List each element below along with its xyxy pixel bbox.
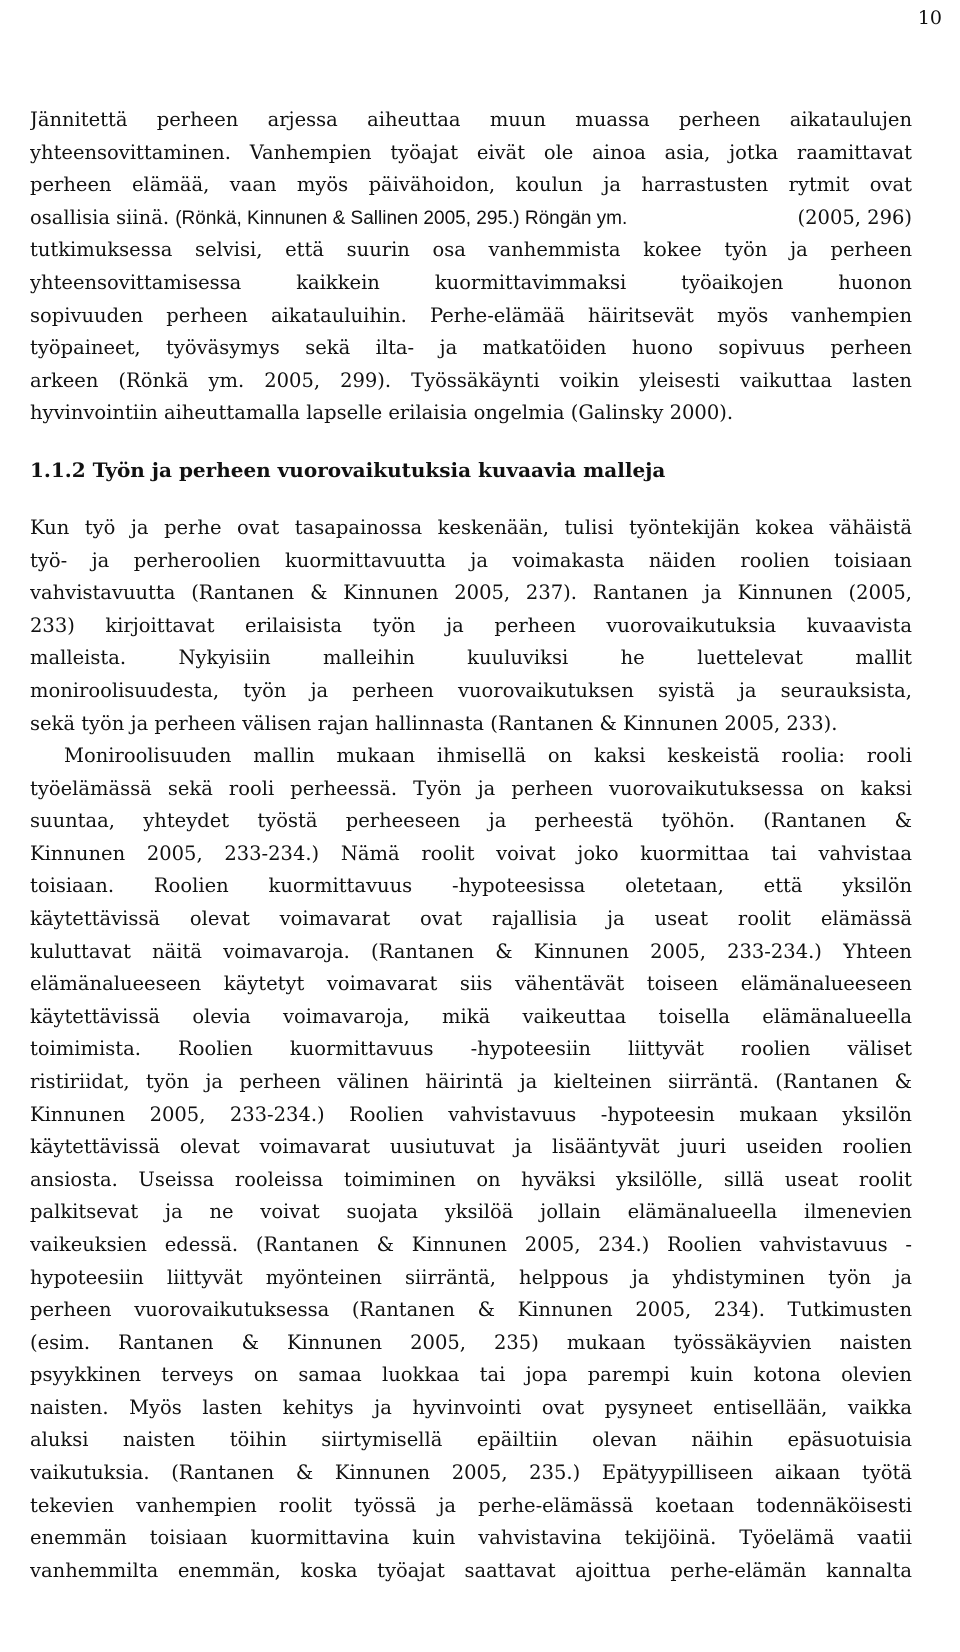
paragraph-line: (esim. Rantanen & Kinnunen 2005, 235) mukaan työssäkäyvien naisten	[30, 1330, 912, 1354]
line-fragment: (2005, 296)	[797, 205, 912, 229]
paragraph-line: käytettävissä olevat voimavarat ovat rajallisia ja useat roolit elämässä	[30, 906, 912, 930]
paragraph-2	[30, 512, 912, 740]
paragraph-line: yhteensovittaminen. Vanhempien työajat eivät ole ainoa asia, jotka raamittavat	[30, 140, 912, 164]
paragraph-line: työ- ja perheroolien kuormittavuutta ja voimakasta näiden roolien toisiaan	[30, 548, 912, 572]
paragraph-line: enemmän toisiaan kuormittavina kuin vahvistavina tekijöinä. Työelämä vaatii	[30, 1526, 912, 1550]
paragraph-line: yhteensovittamisessa kaikkein kuormittavimmaksi työaikojen huonon	[30, 270, 912, 294]
paragraph-line: toisiaan. Roolien kuormittavuus -hypoteesissa oletetaan, että yksilön	[30, 874, 912, 898]
paragraph-line: suuntaa, yhteydet työstä perheeseen ja perheestä työhön. (Rantanen &	[30, 809, 912, 833]
paragraph-line: työelämässä sekä rooli perheessä. Työn ja perheen vuorovaikutuksessa on kaksi	[30, 776, 912, 800]
paragraph-line: Jännitettä perheen arjessa aiheuttaa muun muassa perheen aikataulujen	[30, 108, 912, 131]
paragraph-line: Kinnunen 2005, 233-234.) Nämä roolit voivat joko kuormittaa tai vahvistaa	[30, 841, 912, 865]
paragraph-line: hyvinvointiin aiheuttamalla lapselle erilaisia ongelmia (Galinsky 2000).	[30, 401, 734, 425]
paragraph-line: naisten. Myös lasten kehitys ja hyvinvointi ovat pysyneet entisellään, vaikka	[30, 1395, 912, 1419]
paragraph-line: perheen elämää, vaan myös päivähoidon, koulun ja harrastusten rytmit ovat	[30, 173, 912, 197]
paragraph-line: arkeen (Rönkä ym. 2005, 299). Työssäkäynti voikin yleisesti vaikuttaa lasten	[30, 368, 912, 392]
paragraph-line: moniroolisuudesta, työn ja perheen vuorovaikutuksen syistä ja seurauksista,	[30, 678, 912, 702]
paragraph-line: Moniroolisuuden mallin mukaan ihmisellä on kaksi keskeistä roolia: rooli	[64, 744, 912, 767]
paragraph-line: aluksi naisten töihin siirtymisellä epäiltiin olevan näihin epäsuotuisia	[30, 1428, 912, 1452]
paragraph-line: sekä työn ja perheen välisen rajan hallinnasta (Rantanen & Kinnunen 2005, 233).	[30, 711, 838, 735]
paragraph-line: 233) kirjoittavat erilaisista työn ja perheen vuorovaikutuksia kuvaavista	[30, 613, 912, 637]
paragraph-line: elämänalueeseen käytetyt voimavarat siis vähentävät toiseen elämänalueeseen	[30, 972, 912, 996]
paragraph-line: käytettävissä olevia voimavaroja, mikä vaikeuttaa toisella elämänalueella	[30, 1004, 912, 1028]
section-heading: 1.1.2 Työn ja perheen vuorovaikutuksia kuvaavia malleja	[30, 458, 666, 482]
page-number: 10	[917, 7, 942, 29]
paragraph-line: vaikeuksien edessä. (Rantanen & Kinnunen 2005, 234.) Roolien vahvistavuus -	[30, 1232, 912, 1256]
paragraph-line: palkitsevat ja ne voivat suojata yksilöä jollain elämänalueella ilmenevien	[30, 1200, 912, 1224]
paragraph-line: ristiriidat, työn ja perheen välinen häirintä ja kielteinen siirräntä. (Rantanen &	[30, 1069, 912, 1093]
citation-sans: (Rönkä, Kinnunen & Sallinen 2005, 295.) Röngän ym.	[175, 207, 628, 229]
paragraph-line: ansiosta. Useissa rooleissa toimiminen on hyväksi yksilölle, sillä useat roolit	[30, 1167, 912, 1191]
paragraph-line: työpaineet, työväsymys sekä ilta- ja matkatöiden huono sopivuus perheen	[30, 336, 912, 360]
paragraph-line: perheen vuorovaikutuksessa (Rantanen & Kinnunen 2005, 234). Tutkimusten	[30, 1298, 912, 1322]
paragraph-line: hypoteesiin liittyvät myönteinen siirräntä, helppous ja yhdistyminen työn ja	[30, 1265, 912, 1289]
paragraph-line: malleista. Nykyisiin malleihin kuuluviksi he luettelevat mallit	[30, 646, 912, 670]
paragraph-line: vahvistavuutta (Rantanen & Kinnunen 2005, 237). Rantanen ja Kinnunen (2005,	[30, 581, 912, 605]
paragraph-line: tekevien vanhempien roolit työssä ja perhe-elämässä koetaan todennäköisesti	[30, 1493, 912, 1517]
paragraph-line: toimimista. Roolien kuormittavuus -hypoteesiin liittyvät roolien väliset	[30, 1037, 912, 1061]
paragraph-1	[30, 104, 912, 430]
paragraph-line	[30, 202, 912, 235]
paragraph-line: vanhemmilta enemmän, koska työajat saattavat ajoittua perhe-elämän kannalta	[30, 1558, 912, 1582]
paragraph-3	[30, 740, 912, 1587]
paragraph-line: sopivuuden perheen aikatauluihin. Perhe-elämää häiritsevät myös vanhempien	[30, 303, 912, 327]
paragraph-line: tutkimuksessa selvisi, että suurin osa vanhemmista kokee työn ja perheen	[30, 238, 912, 262]
paragraph-line: Kun työ ja perhe ovat tasapainossa keskenään, tulisi työntekijän kokea vähäistä	[30, 516, 912, 539]
line-fragment: osallisia siinä.	[30, 205, 176, 229]
paragraph-line: Kinnunen 2005, 233-234.) Roolien vahvistavuus -hypoteesin mukaan yksilön	[30, 1102, 912, 1126]
paragraph-line: vaikutuksia. (Rantanen & Kinnunen 2005, 235.) Epätyypilliseen aikaan työtä	[30, 1461, 912, 1485]
paragraph-line: psyykkinen terveys on samaa luokkaa tai jopa parempi kuin kotona olevien	[30, 1363, 912, 1387]
paragraph-line: käytettävissä olevat voimavarat uusiutuvat ja lisääntyvät juuri useiden roolien	[30, 1135, 912, 1159]
paragraph-line: kuluttavat näitä voimavaroja. (Rantanen & Kinnunen 2005, 233-234.) Yhteen	[30, 939, 912, 963]
